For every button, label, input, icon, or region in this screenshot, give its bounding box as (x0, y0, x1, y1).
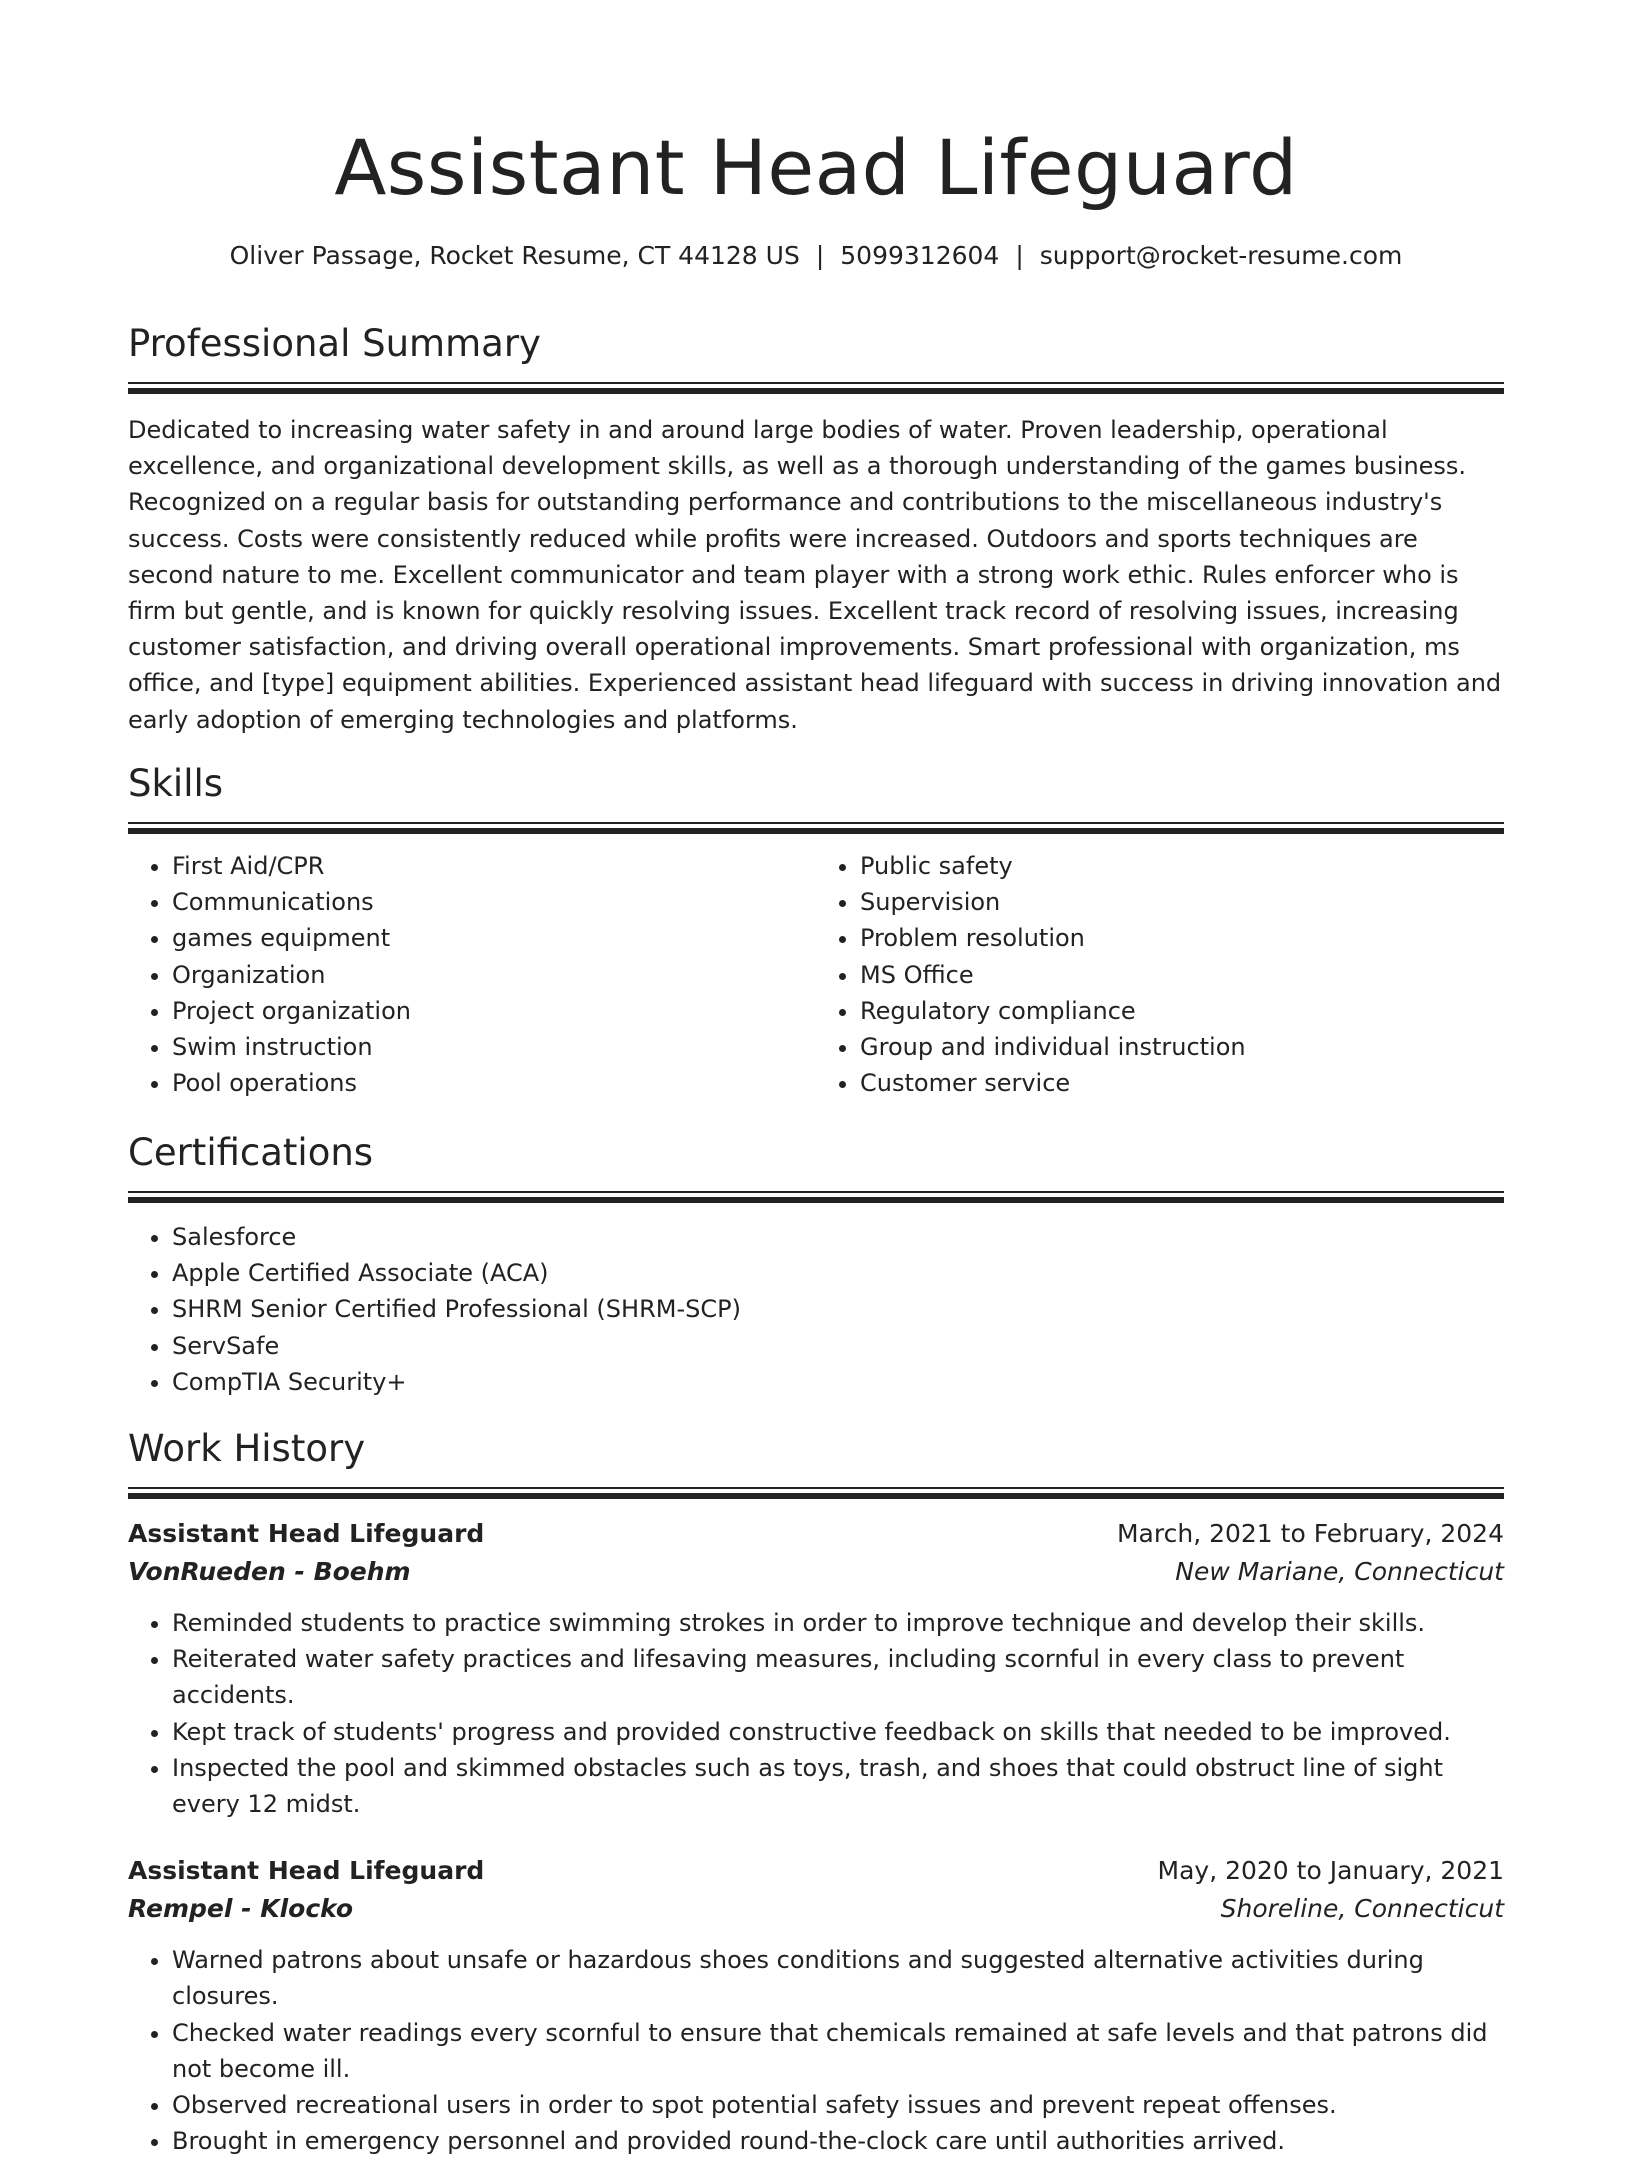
section-divider (128, 388, 1504, 394)
section-divider (128, 382, 1504, 384)
job-entry (128, 1515, 1504, 1822)
job-company: Rempel - Klocko (128, 1894, 354, 1924)
skill-item: • Problem resolution (860, 920, 1504, 956)
contact-separator: | (1015, 241, 1024, 270)
job-bullet: • Brought in emergency personnel and provided round-the-clock care until authorities arrived. (172, 2123, 1504, 2159)
job-location: Shoreline, Connecticut (1220, 1894, 1504, 1924)
job-header-row (128, 1852, 1504, 1890)
skill-item: • First Aid/CPR (172, 848, 816, 884)
contact-separator: | (815, 241, 825, 270)
certification-item: • Salesforce (172, 1219, 1504, 1255)
certifications-list (128, 1219, 1504, 1400)
skill-item: • Swim instruction (172, 1029, 816, 1065)
skill-item: • Group and individual instruction (860, 1029, 1504, 1065)
job-bullet: • Checked water readings every scornful to ensure that chemicals remained at safe levels and that patrons did not become ill. (172, 2015, 1504, 2087)
section-divider (128, 822, 1504, 824)
job-bullet: • Observed recreational users in order to spot potential safety issues and prevent repeat offenses. (172, 2087, 1504, 2123)
section-divider (128, 1487, 1504, 1489)
job-bullet: • Reiterated water safety practices and lifesaving measures, including scornful in every class to prevent accidents. (172, 1641, 1504, 1713)
section-heading: Work History (128, 1427, 366, 1470)
skill-item: • Communications (172, 884, 816, 920)
skill-item: • Customer service (860, 1065, 1504, 1101)
job-subheader-row (128, 1553, 1504, 1591)
job-bullet: • Warned patrons about unsafe or hazardous shoes conditions and suggested alternative activities during closures. (172, 1942, 1504, 2014)
section-heading: Professional Summary (128, 322, 541, 365)
summary-text: Dedicated to increasing water safety in and around large bodies of water. Proven leadership, operational excellence, and organizational development skills, as well as a thorough understanding of the games business. Recognized on a regular basis for outstanding performance and contributions to the miscellaneous industry's success. Costs were consistently reduced while profits were increased. Outdoors and sports techniques are second nature to me. Excellent communicator and team player with a strong work ethic. Rules enforcer who is firm but gentle, and is known for quickly resolving issues. Excellent track record of resolving issues, increasing customer satisfaction, and driving overall operational improvements. Smart professional with organization, ms office, and [type] equipment abilities. Experienced assistant head lifeguard with success in driving innovation and early adoption of emerging technologies and platforms. (128, 416, 1502, 734)
skill-item: • Project organization (172, 993, 816, 1029)
job-bullet: • Kept track of students' progress and provided constructive feedback on skills that needed to be improved. (172, 1714, 1504, 1750)
job-entry (128, 1852, 1504, 2159)
section-summary (128, 320, 1504, 738)
contact-phone: 5099312604 (840, 241, 1000, 270)
section-heading: Skills (128, 762, 224, 805)
section-skills (128, 760, 1504, 1101)
resume-title: Assistant Head Lifeguard (334, 123, 1298, 212)
skill-item: • Supervision (860, 884, 1504, 920)
skills-list-left (128, 848, 816, 1101)
skill-item: • Regulatory compliance (860, 993, 1504, 1029)
skill-item: • Public safety (860, 848, 1504, 884)
section-divider (128, 1191, 1504, 1193)
certification-item: • Apple Certified Associate (ACA) (172, 1255, 1504, 1291)
section-heading: Certifications (128, 1131, 374, 1174)
skills-columns (128, 848, 1504, 1101)
job-bullet-list (128, 1942, 1504, 2159)
certification-item: • ServSafe (172, 1328, 1504, 1364)
section-divider (128, 828, 1504, 834)
job-dates: May, 2020 to January, 2021 (1157, 1856, 1504, 1886)
contact-address: Oliver Passage, Rocket Resume, CT 44128 US (229, 241, 800, 270)
skill-item: • MS Office (860, 957, 1504, 993)
certification-item: • CompTIA Security+ (172, 1364, 1504, 1400)
skill-item: • games equipment (172, 920, 816, 956)
section-divider (128, 1197, 1504, 1203)
section-divider (128, 1493, 1504, 1499)
job-title: Assistant Head Lifeguard (128, 1519, 485, 1548)
contact-line (128, 238, 1504, 274)
job-subheader-row (128, 1890, 1504, 1928)
job-dates: March, 2021 to February, 2024 (1116, 1519, 1504, 1548)
job-bullet: • Inspected the pool and skimmed obstacles such as toys, trash, and shoes that could obstruct line of sight every 12 midst. (172, 1750, 1504, 1822)
job-bullet-list (128, 1605, 1504, 1822)
section-certifications (128, 1129, 1504, 1400)
skill-item: • Pool operations (172, 1065, 816, 1101)
section-work-history (128, 1425, 1504, 2159)
job-bullet: • Reminded students to practice swimming strokes in order to improve technique and develop their skills. (172, 1605, 1504, 1641)
job-title: Assistant Head Lifeguard (128, 1856, 485, 1886)
certification-item: • SHRM Senior Certified Professional (SHRM-SCP) (172, 1291, 1504, 1327)
job-company: VonRueden - Boehm (128, 1557, 411, 1586)
job-header-row (128, 1515, 1504, 1553)
job-location: New Mariane, Connecticut (1175, 1557, 1504, 1586)
skills-list-right (816, 848, 1504, 1101)
contact-email: support@rocket-resume.com (1039, 241, 1403, 270)
skill-item: • Organization (172, 957, 816, 993)
